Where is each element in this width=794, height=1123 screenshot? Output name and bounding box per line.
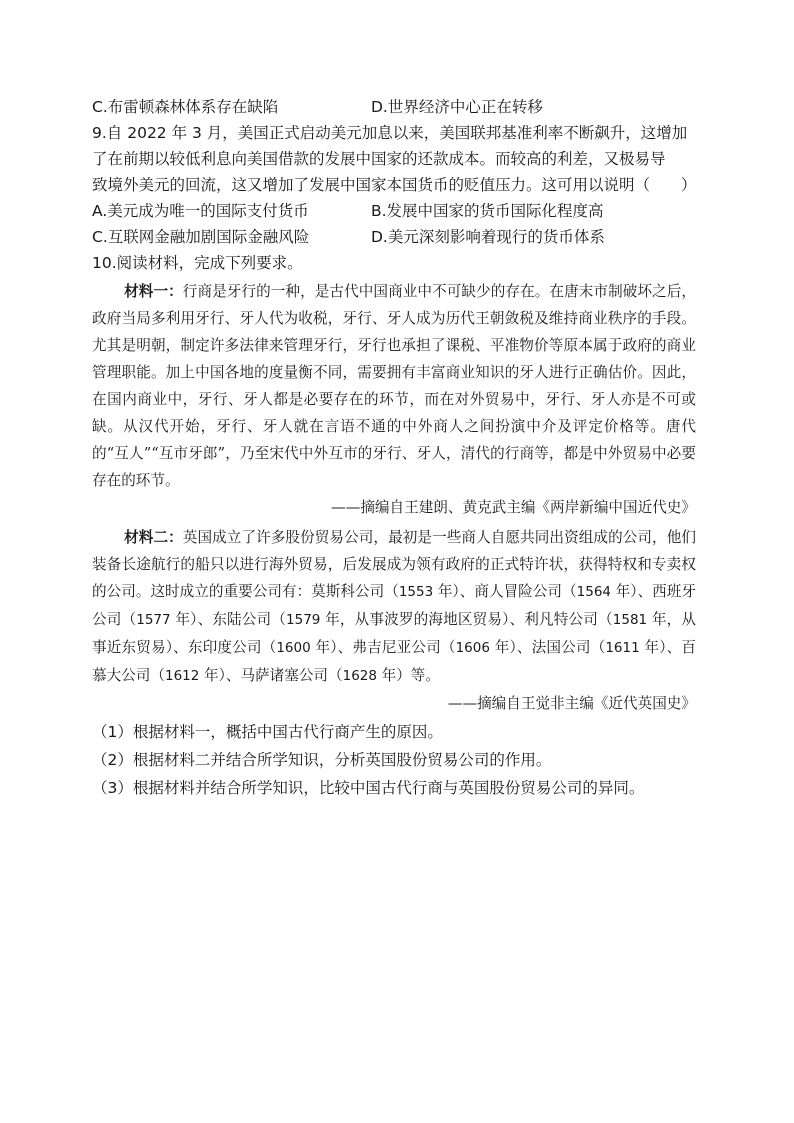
material-two-text-0: 英国成立了许多股份贸易公司，最初是一些商人自愿共同出资组成的公司，他们装备长途航行的船只以进行海外贸易，后发展成为领有政府的正式特许状，获得特权和专卖权的公司。这时成立的重要公司有：莫斯科公司（	[92, 529, 696, 600]
year-number: 1564	[576, 584, 611, 600]
material-two-text-12: 年）、弗吉尼亚公司（	[310, 639, 456, 656]
q9-line-2: 了在前期以较低利息向美国借款的发展中国家的还款成本。而较高的利差，又极易导	[92, 150, 666, 168]
sub-question-2: （2）根据材料二并结合所学知识，分析英国股份贸易公司的作用。	[92, 751, 552, 769]
material-two-text-14: 年）、法国公司（	[489, 639, 606, 656]
q9-option-d: D.美元深刻影响着现行的货币体系	[371, 228, 605, 246]
material-two-source: ——摘编自王觉非主编《近代英国史》	[447, 695, 696, 712]
year-number: 1606	[455, 640, 490, 656]
q8-option-c: C.布雷顿森林体系存在缺陷	[92, 98, 279, 116]
q8-option-d: D.世界经济中心正在转移	[371, 98, 543, 116]
q9-options-row-1	[92, 198, 696, 224]
material-two-text-20: 年）等。	[376, 667, 440, 684]
q9-option-a: A.美元成为唯一的国际支付货币	[92, 202, 309, 220]
q9-options-row-2	[92, 224, 696, 250]
year-number: 1600	[276, 640, 311, 656]
material-two-text-2: 年）、商人冒险公司（	[433, 583, 577, 600]
material-two-text-8: 年，从事波罗的海地区贸易）、利凡特公司（	[320, 611, 613, 628]
material-two-text-18: 年）、马萨诸塞公司（	[199, 667, 343, 684]
q9-line-1: 9.自 2022 年 3 月，美国正式启动美元加息以来，美国联邦基准利率不断飙升，这增加	[92, 124, 688, 142]
material-two-text-16: 年）、百慕大公司（	[92, 639, 697, 684]
sub-question-1: （1）根据材料一，概括中国古代行商产生的原因。	[92, 723, 443, 741]
year-number: 1581	[612, 612, 648, 628]
material-two-text-10: 年，从事近东贸易）、东印度公司（	[92, 611, 696, 656]
material-two-text-4: 年）、西班牙公司（	[92, 583, 696, 628]
year-number: 1628	[342, 668, 377, 684]
material-one-label: 材料一：	[124, 283, 183, 300]
year-number: 1611	[605, 640, 640, 656]
q10-stem: 10.阅读材料，完成下列要求。	[92, 254, 303, 272]
material-two	[92, 524, 696, 690]
material-one-text: 行商是牙行的一种，是古代中国商业中不可缺少的存在。在唐末市制破坏之后，政府当局多利用牙行、牙人代为收税，牙行、牙人成为历代王朝敛税及维持商业秩序的手段。尤其是明朝，制定许多法律来管理牙行，牙行也承担了课税、平准物价等原本属于政府的商业管理职能。加上中国各地的度量衡不同，需要拥有丰富商业知识的牙人进行正确估价。因此，在国内商业中，牙行、牙人都是必要存在的环节，而在对外贸易中，牙行、牙人亦是不可或缺。从汉代开始，牙行、牙人就在言语不通的中外商人之间扮演中介及评定价格等。唐代的“互人”“互市牙郎”，乃至宋代中外互市的牙行、牙人，清代的行商等，都是中外贸易中必要存在的环节。	[92, 283, 696, 489]
year-number: 1579	[286, 612, 321, 628]
material-two-label: 材料二：	[124, 529, 183, 546]
year-number: 1553	[398, 584, 434, 600]
material-one	[92, 278, 696, 494]
q9-option-b: B.发展中国家的货币国际化程度高	[371, 202, 604, 220]
q9-line-3: 致境外美元的回流，这又增加了发展中国家本国货币的贬值压力。这可用以说明（ ）	[92, 176, 697, 194]
exam-page	[92, 94, 696, 802]
material-one-source: ——摘编自王建朗、黄克武主编《两岸新编中国近代史》	[331, 499, 696, 516]
year-number: 1577	[136, 612, 171, 628]
q9-option-c: C.互联网金融加剧国际金融风险	[92, 228, 310, 246]
year-number: 1612	[164, 668, 200, 684]
sub-question-3: （3）根据材料并结合所学知识，比较中国古代行商与英国股份贸易公司的异同。	[92, 779, 645, 797]
q8-options-row	[92, 94, 696, 120]
material-two-text-6: 年）、东陆公司（	[170, 611, 287, 628]
